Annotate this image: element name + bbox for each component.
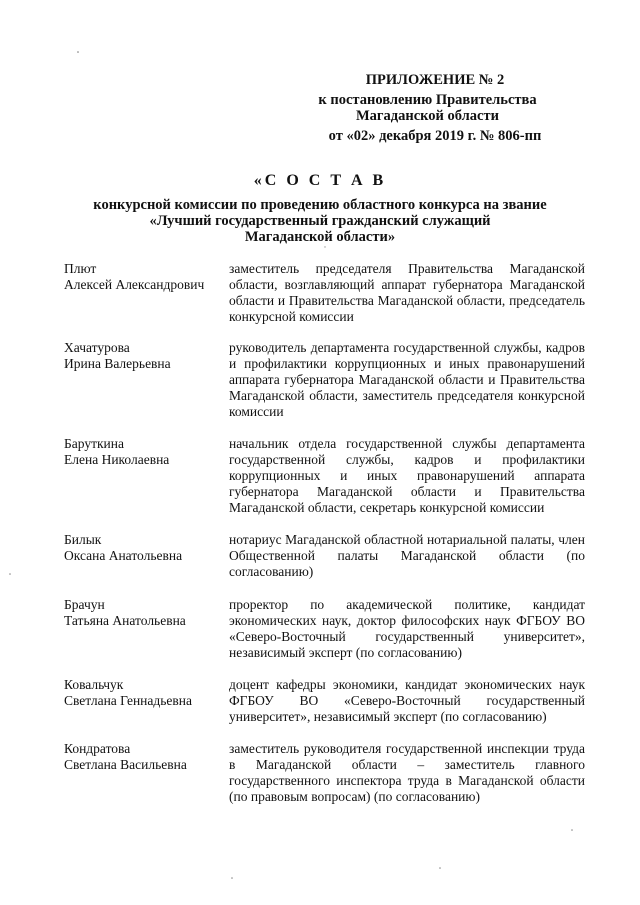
member-role: заместитель руководителя государственной инспекции труда в Магаданской области – заместитель главного государственного инспектора труда в Магаданской области (по правовым вопросам) (по согласованию): [229, 741, 585, 804]
subtitle-line-2: «Лучший государственный гражданский служащий: [149, 213, 491, 229]
member-surname: Билык: [64, 532, 102, 547]
scan-speck: [9, 573, 11, 575]
member-surname: Ковальчук: [64, 677, 124, 692]
member-given-names: Светлана Васильевна: [64, 757, 187, 772]
member-given-names: Светлана Геннадьевна: [64, 693, 192, 708]
member-given-names: Елена Николаевна: [64, 452, 170, 467]
member-given-names: Татьяна Анатольевна: [64, 613, 186, 628]
scan-speck: [231, 877, 233, 879]
member-role: доцент кафедры экономики, кандидат экономических наук ФГБОУ ВО «Северо-Восточный государственный университет», независимый эксперт (по согласованию): [229, 677, 585, 724]
member-surname: Брачун: [64, 597, 105, 612]
member-role: проректор по академической политике, кандидат экономических наук, доктор философских наук ФГБОУ ВО «Северо-Восточный государственный университет», независимый эксперт (по согласованию): [229, 597, 585, 660]
member-role: начальник отдела государственной службы департамента государственной службы, кадров и профилактики коррупционных и иных правонарушений аппарата губернатора Магаданской области и Правительства Магаданской области, секретарь конкурсной комиссии: [229, 436, 585, 515]
member-role: руководитель департамента государственной службы, кадров и профилактики коррупционных и иных правонарушений аппарата губернатора Магаданской области и Правительства Магаданской области, заместитель председателя конкурсной комиссии: [229, 340, 585, 419]
subtitle-line-1: конкурсной комиссии по проведению областного конкурса на звание: [93, 197, 547, 213]
member-surname: Баруткина: [64, 436, 124, 451]
member-surname: Кондратова: [64, 741, 131, 756]
member-role: заместитель председателя Правительства Магаданской области, возглавляющий аппарат губернатора Магаданской области и Правительства Магаданской области, председатель конкурсной комиссии: [229, 261, 585, 324]
member-given-names: Оксана Анатольевна: [64, 548, 183, 563]
appendix-label: ПРИЛОЖЕНИЕ № 2: [365, 72, 505, 88]
member-surname: Хачатурова: [64, 340, 130, 355]
member-given-names: Алексей Александрович: [64, 277, 205, 292]
member-role: нотариус Магаданской областной нотариальной палаты, член Общественной палаты Магаданской области (по согласованию): [229, 532, 585, 579]
document-title: «С О С Т А В: [253, 172, 387, 189]
subtitle-line-3: Магаданской области»: [244, 229, 396, 245]
scan-speck: [439, 867, 441, 869]
region-label: Магаданской области: [356, 108, 499, 124]
member-surname: Плют: [64, 261, 97, 276]
scan-speck: [77, 51, 79, 53]
scan-speck: [324, 246, 325, 247]
scan-speck: [571, 829, 573, 831]
date-number-label: от «02» декабря 2019 г. № 806-пп: [328, 128, 542, 144]
member-given-names: Ирина Валерьевна: [64, 356, 171, 371]
resolution-label: к постановлению Правительства: [318, 92, 537, 108]
